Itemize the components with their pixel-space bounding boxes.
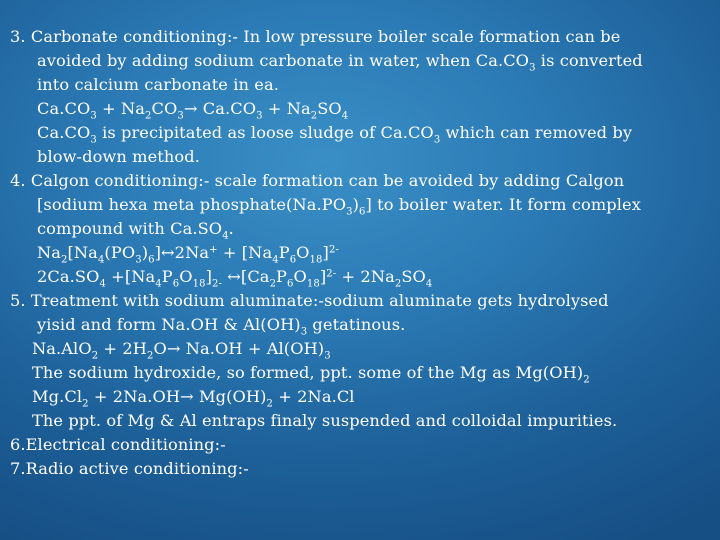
line-text: + [Na [217,243,273,262]
line-text: ↔[Ca [222,267,270,286]
line-text: + 2Na.Cl [273,387,355,406]
subscript-text: 2 [91,350,99,362]
line-text: SO [401,267,426,286]
text-line [37,146,200,168]
subscript-text: 2 [269,278,277,290]
line-text: is precipitated as loose sludge of Ca.CO [96,123,434,142]
subscript-text: 18 [306,278,320,290]
text-line [10,458,249,480]
subscript-text: 3 [135,254,142,266]
subscript-text: 4 [341,110,349,122]
line-text: Ca.CO [37,99,91,118]
text-line [32,410,617,432]
line-text: which can removed by [440,123,633,142]
line-text: O [293,267,307,286]
supscript-text: + [209,244,218,256]
subscript-text: 4 [272,254,279,266]
text-line [10,26,620,48]
text-line [32,386,355,408]
subscript-text: 4 [99,278,106,290]
subscript-text: 3 [300,326,308,338]
line-text: 5. Treatment with sodium aluminate:-sodium aluminate gets hydrolysed [10,291,609,310]
line-text: Ca.CO [37,123,91,142]
line-text: + 2Na [336,267,395,286]
line-text: 4. Calgon conditioning:- scale formation can be avoided by adding Calgon [10,171,625,190]
line-text: ) [141,243,149,262]
text-line [10,434,226,456]
line-text: [sodium hexa meta phosphate(Na.PO [37,195,347,214]
subscript-text: 3 [433,134,441,146]
line-text: The sodium hydroxide, so formed, ppt. some of the Mg as Mg(OH) [32,363,584,382]
text-line [37,314,405,336]
supscript-text: 2- [326,268,337,280]
subscript-text: 18 [192,278,206,290]
line-text: Mg.Cl [32,387,83,406]
line-text: ) [352,195,359,214]
line-text: into calcium carbonate in ea. [37,75,279,94]
line-text: getatinous. [307,315,406,334]
subscript-text: 3 [256,110,263,122]
line-text: ]↔2Na [154,243,210,262]
line-text: + Na [96,99,145,118]
text-line [37,266,432,288]
line-text: [Na [67,243,98,262]
line-text: O→ Na.OH + Al(OH) [153,339,325,358]
subscript-text: 4 [97,254,105,266]
subscript-text: 18 [309,254,323,266]
line-text: blow-down method. [37,147,200,166]
line-text: O [296,243,310,262]
text-line [37,218,234,240]
line-text: O [179,267,193,286]
text-line [37,74,279,96]
line-text: + Na [262,99,311,118]
subscript-text: 2 [310,110,318,122]
subscript-text: 2 [82,398,89,410]
line-text: is converted [535,51,643,70]
line-text: P [278,243,290,262]
line-text: → Ca.CO [183,99,257,118]
supscript-text: 2- [328,244,339,256]
subscript-text: 3 [529,62,536,74]
line-text: 7.Radio active conditioning:- [10,459,249,478]
subscript-text: 2 [61,254,68,266]
subscript-text: 2 [394,278,402,290]
subscript-text: 6 [148,254,155,266]
line-text: + 2H [98,339,147,358]
line-text: . [228,219,234,238]
text-line [32,362,590,384]
subscript-text: 2 [583,374,590,386]
text-line [37,194,641,216]
subscript-text: 4 [425,278,433,290]
subscript-text: 6 [172,278,180,290]
subscript-text: 3 [177,110,184,122]
text-line [10,170,624,192]
line-text: 6.Electrical conditioning:- [10,435,226,454]
subscript-text: 3 [90,110,97,122]
subscript-text: 3 [324,350,331,362]
subscript-text: 4 [155,278,162,290]
line-text: ] to boiler water. It form complex [365,195,641,214]
line-text: avoided by adding sodium carbonate in water, when Ca.CO [37,51,530,70]
line-text: CO [151,99,178,118]
line-text: 2Ca.SO [37,267,100,286]
subscript-text: 4 [222,230,229,242]
subscript-text: 6 [287,278,294,290]
subscript-text: 3 [346,206,353,218]
line-text: ] [205,267,213,286]
subscript-text: 2 [266,398,273,410]
text-line [37,122,632,144]
subscript-text: 2- [212,278,222,290]
line-text: (PO [104,243,136,262]
subscript-text: 2 [146,350,154,362]
line-text: Na.AlO [32,339,92,358]
line-text: +[Na [105,267,156,286]
subscript-text: 6 [289,254,297,266]
text-line [32,338,331,360]
subscript-text: 2 [145,110,152,122]
line-text: compound with Ca.SO [37,219,223,238]
line-text: P [276,267,288,286]
line-text: 3. Carbonate conditioning:- In low pressure boiler scale formation can be [10,27,621,46]
line-text: SO [317,99,342,118]
line-text: ] [319,267,327,286]
text-line [37,242,339,264]
line-text: ] [322,243,329,262]
text-line [37,98,348,120]
subscript-text: 3 [90,134,97,146]
subscript-text: 6 [359,206,366,218]
line-text: + 2Na.OH→ Mg(OH) [88,387,267,406]
line-text: Na [37,243,62,262]
line-text: P [161,267,173,286]
text-line [10,290,609,312]
line-text: The ppt. of Mg & Al entraps finaly suspended and colloidal impurities. [32,411,618,430]
line-text: yisid and form Na.OH & Al(OH) [37,315,301,334]
text-line [37,50,643,72]
